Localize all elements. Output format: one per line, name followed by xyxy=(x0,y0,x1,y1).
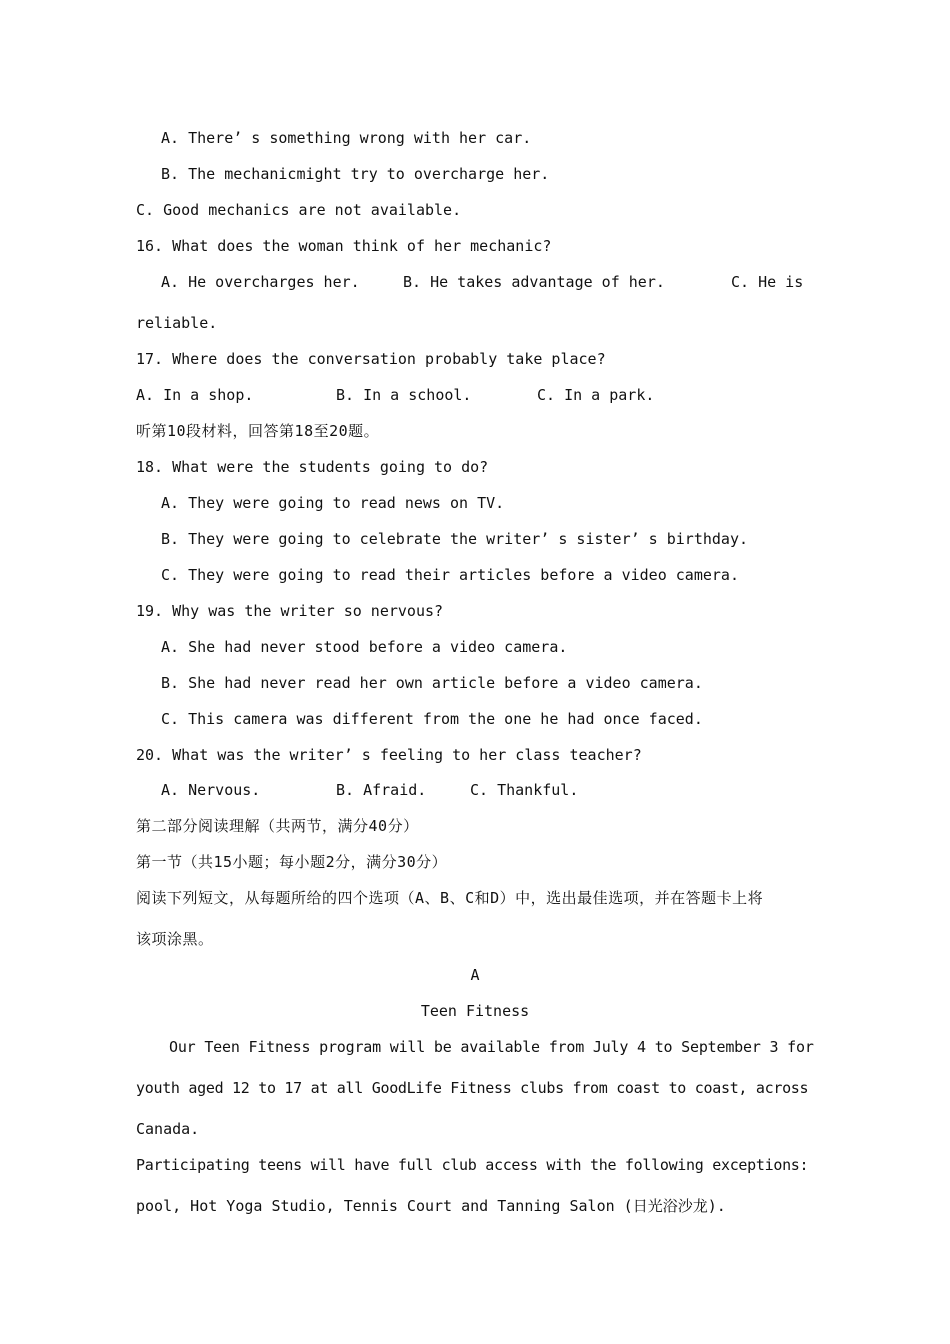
q19-option-c: C. This camera was different from the one he had once faced. xyxy=(161,710,703,728)
part2-instruction-line2: 该项涂黑。 xyxy=(136,930,214,948)
q16-option-c-continued: reliable. xyxy=(136,314,218,332)
passage-paragraph2-line1: Participating teens will have full club access with the following exceptions: xyxy=(136,1156,809,1174)
q15-option-c: C. Good mechanics are not available. xyxy=(136,201,462,219)
q20-option-a: A. Nervous. xyxy=(161,781,261,799)
part2-instruction-line1: 阅读下列短文，从每题所给的四个选项（A、B、C和D）中，选出最佳选项，并在答题卡上将 xyxy=(136,889,764,907)
passage-paragraph1-line3: Canada. xyxy=(136,1120,200,1138)
q19-option-b: B. She had never read her own article before a video camera. xyxy=(161,674,703,692)
passage-paragraph1-line1: Our Teen Fitness program will be available from July 4 to September 3 for xyxy=(169,1038,814,1056)
q20-option-c: C. Thankful. xyxy=(470,781,579,799)
q16-option-c: C. He is xyxy=(731,273,804,291)
q17-option-c: C. In a park. xyxy=(537,386,655,404)
q16-question: 16. What does the woman think of her mechanic? xyxy=(136,237,552,255)
q16-option-a: A. He overcharges her. xyxy=(161,273,360,291)
q15-option-b: B. The mechanicmight try to overcharge her. xyxy=(161,165,550,183)
q20-question: 20. What was the writer’ s feeling to her class teacher? xyxy=(136,746,642,764)
q18-option-a: A. They were going to read news on TV. xyxy=(161,494,505,512)
passage-title: Teen Fitness xyxy=(420,1002,530,1020)
q17-option-a: A. In a shop. xyxy=(136,386,254,404)
q17-question: 17. Where does the conversation probably take place? xyxy=(136,350,606,368)
section-10-instruction: 听第10段材料，回答第18至20题。 xyxy=(136,422,380,440)
q20-option-b: B. Afraid. xyxy=(336,781,427,799)
q19-question: 19. Why was the writer so nervous? xyxy=(136,602,444,620)
q17-option-b: B. In a school. xyxy=(336,386,472,404)
passage-paragraph1-line2: youth aged 12 to 17 at all GoodLife Fitness clubs from coast to coast, across xyxy=(136,1079,809,1097)
q15-option-a: A. There’ s something wrong with her car. xyxy=(161,129,532,147)
part2-section1-heading: 第一节（共15小题；每小题2分，满分30分） xyxy=(136,853,448,871)
q18-option-c: C. They were going to read their articles before a video camera. xyxy=(161,566,739,584)
q19-option-a: A. She had never stood before a video camera. xyxy=(161,638,568,656)
part2-heading: 第二部分阅读理解（共两节，满分40分） xyxy=(136,817,419,835)
passage-letter: A xyxy=(470,966,480,984)
q18-option-b: B. They were going to celebrate the writer’ s sister’ s birthday. xyxy=(161,530,748,548)
q18-question: 18. What were the students going to do? xyxy=(136,458,489,476)
passage-paragraph2-line2: pool, Hot Yoga Studio, Tennis Court and Tanning Salon (日光浴沙龙). xyxy=(136,1197,726,1215)
q16-option-b: B. He takes advantage of her. xyxy=(403,273,665,291)
